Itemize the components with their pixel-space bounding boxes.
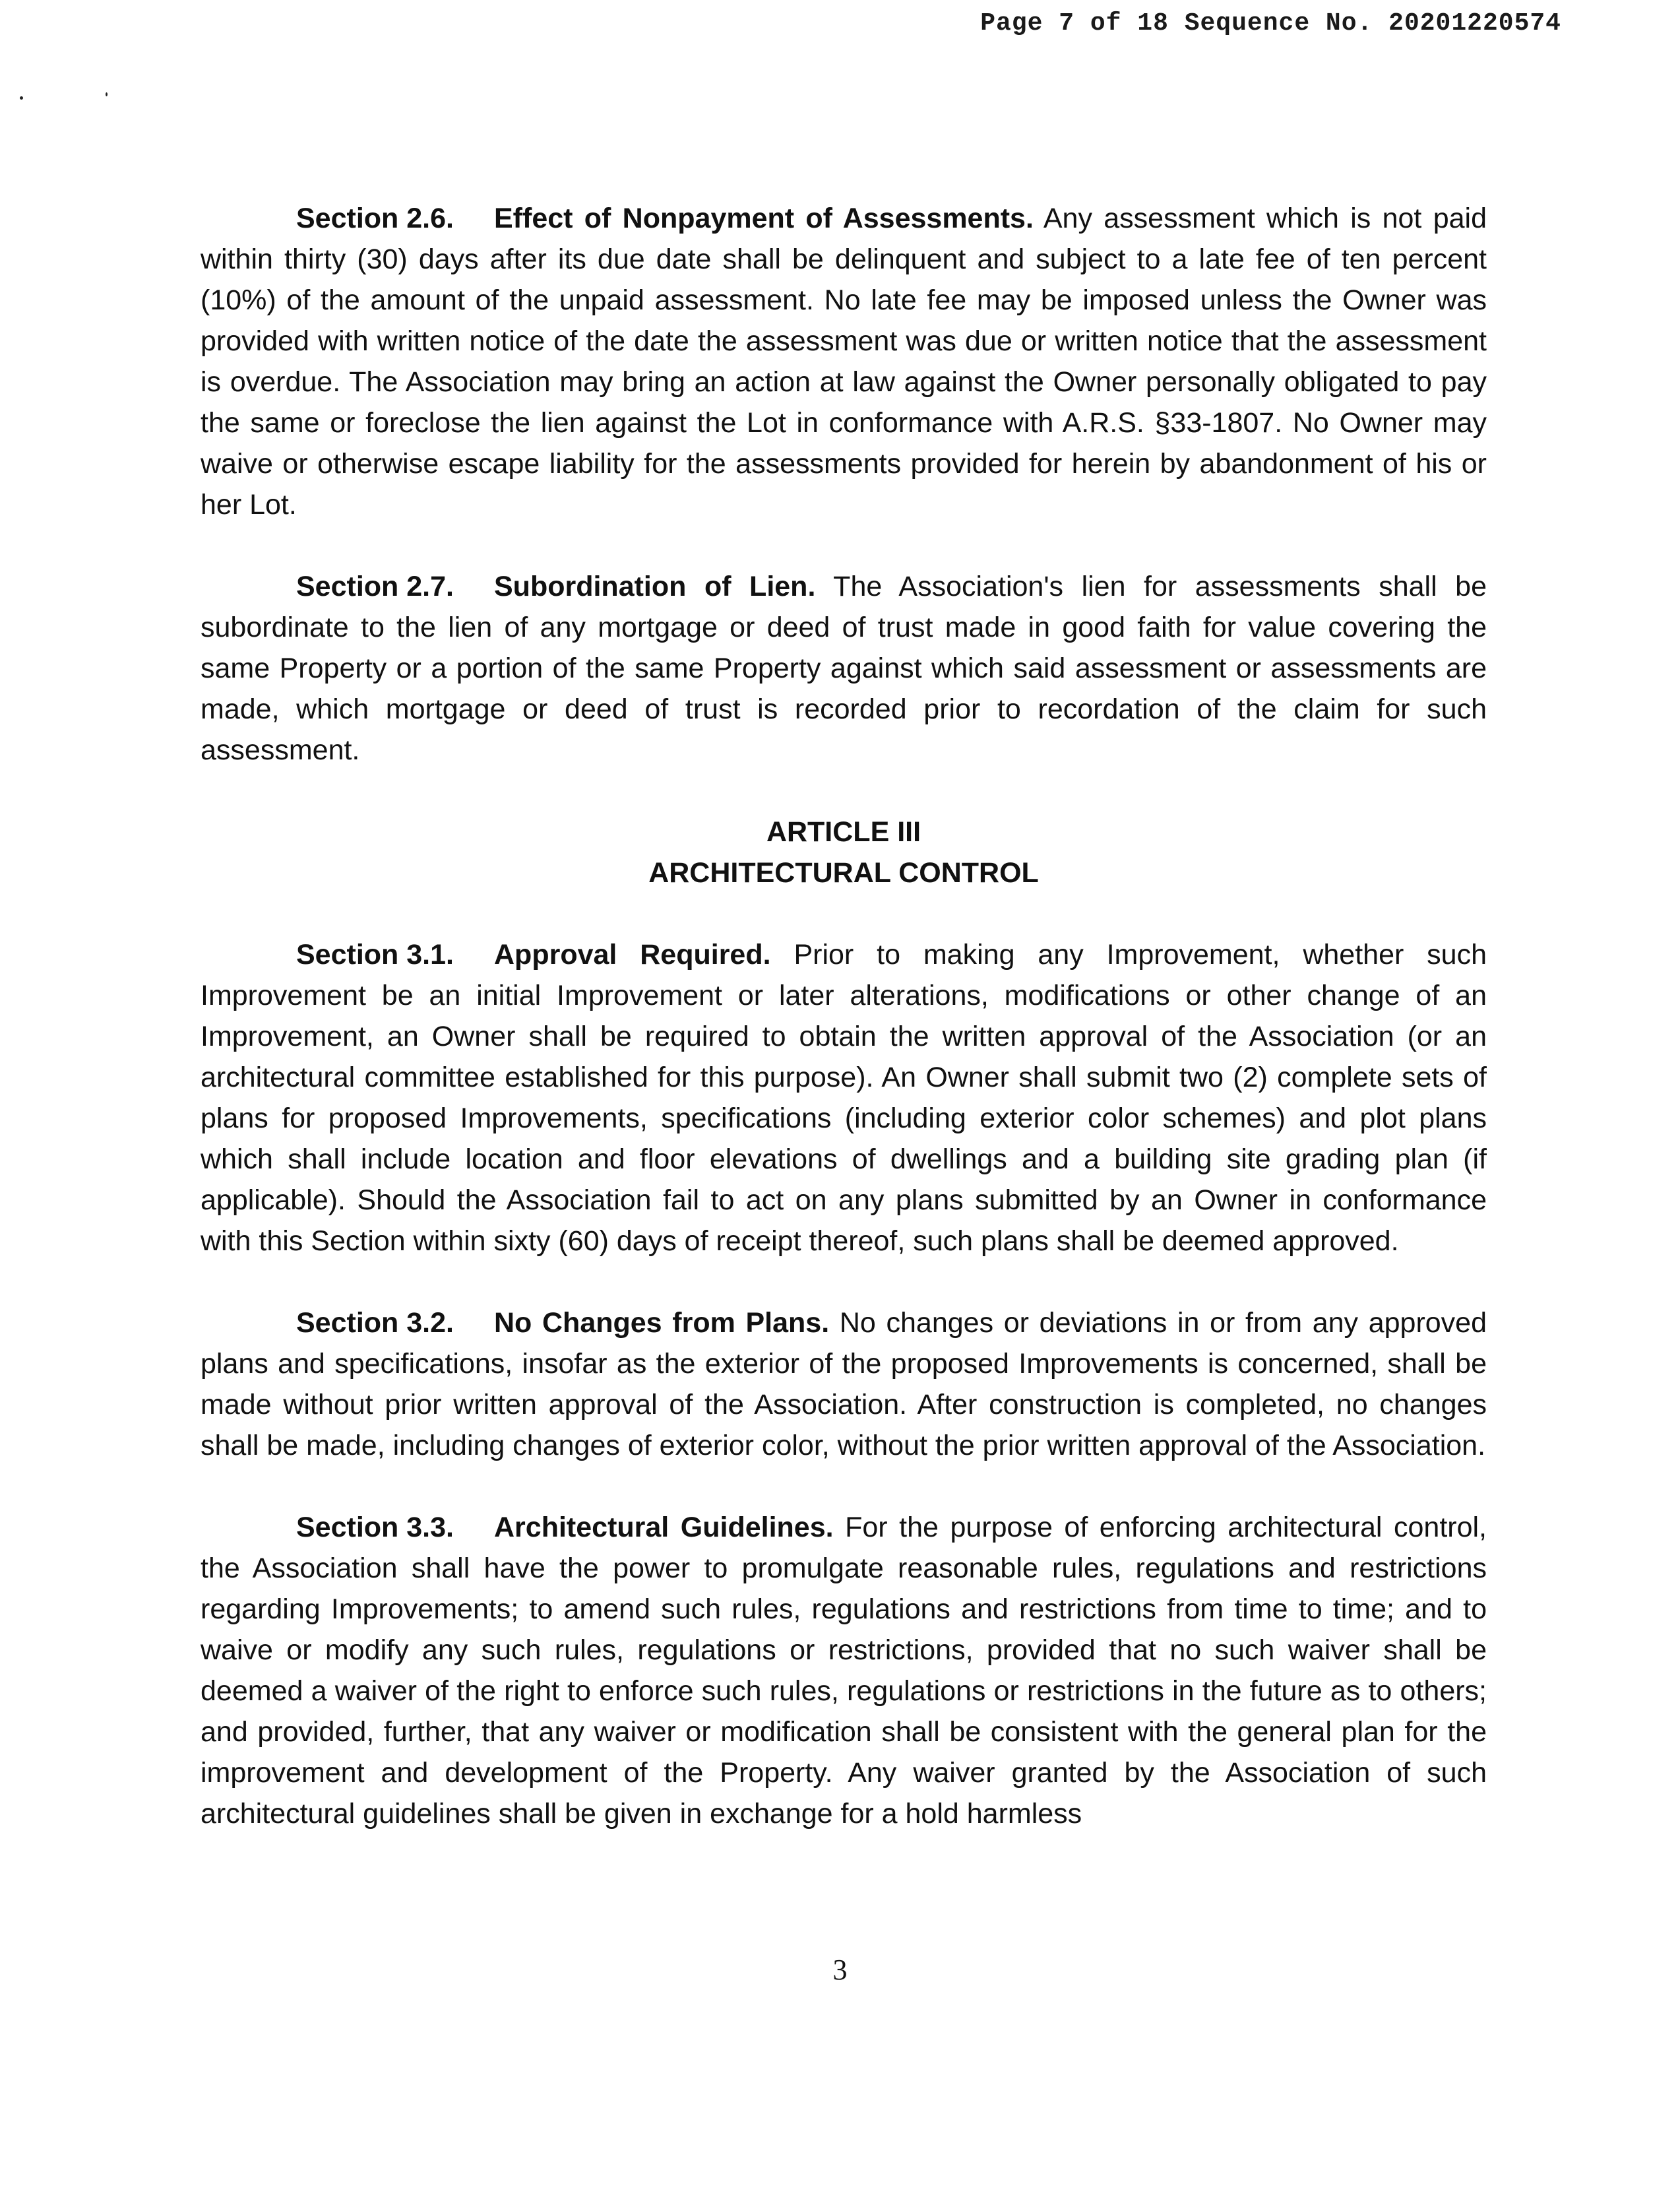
section-body: No changes or deviations in or from any approved plans and specifications, insofar as the exterior of the proposed Improvements is concerned, shall be made without prior written approval of the Association. After construction is completed, no changes shall be made, including changes of exterior color, without the prior written approval of the Association. xyxy=(201,1307,1487,1461)
scan-speck xyxy=(20,96,23,100)
document-body xyxy=(201,198,1487,1875)
article-heading xyxy=(201,812,1487,893)
recording-stamp: Page 7 of 18 Sequence No. 20201220574 xyxy=(980,9,1561,38)
section-title: Effect of Nonpayment of Assessments. xyxy=(494,203,1034,234)
section-number: Section 2.6. xyxy=(296,203,454,234)
scan-speck xyxy=(106,92,108,96)
section-body: For the purpose of enforcing architectural control, the Association shall have the power to promulgate reasonable rules, regulations and restrictions regarding Improvements; to amend such rules, regulations and restrictions from time to time; and to waive or modify any such rules, regulations or restrictions, provided that no such waiver shall be deemed a waiver of the right to enforce such rules, regulations or restrictions in the future as to others; and provided, further, that any waiver or modification shall be consistent with the general plan for the improvement and development of the Property. Any waiver granted by the Association of such architectural guidelines shall be given in exchange for a hold harmless xyxy=(201,1512,1487,1830)
section-2-7 xyxy=(201,566,1487,771)
page-number: 3 xyxy=(832,1954,848,1986)
section-title: Approval Required. xyxy=(494,939,771,971)
section-2-6 xyxy=(201,198,1487,525)
section-title: Subordination of Lien. xyxy=(494,571,816,602)
section-number: Section 3.3. xyxy=(296,1512,454,1543)
section-3-1 xyxy=(201,934,1487,1261)
section-3-2 xyxy=(201,1302,1487,1466)
article-number: ARTICLE III xyxy=(766,816,921,848)
section-number: Section 3.2. xyxy=(296,1307,454,1339)
section-body: Prior to making any Improvement, whether such Improvement be an initial Improvement or later alterations, modifications or other change of an Improvement, an Owner shall be required to obtain the written approval of the Association (or an architectural committee established for this purpose). An Owner shall submit two (2) complete sets of plans for proposed Improvements, specifications (including exterior color schemes) and plot plans which shall include location and floor elevations of dwellings and a building site grading plan (if applicable). Should the Association fail to act on any plans submitted by an Owner in conformance with this Section within sixty (60) days of receipt thereof, such plans shall be deemed approved. xyxy=(201,939,1487,1257)
section-3-3 xyxy=(201,1507,1487,1834)
section-body: Any assessment which is not paid within thirty (30) days after its due date shall be delinquent and subject to a late fee of ten percent (10%) of the amount of the unpaid assessment. No late fee may be imposed unless the Owner was provided with written notice of the date the assessment was due or written notice that the assessment is overdue. The Association may bring an action at law against the Owner personally obligated to pay the same or foreclose the lien against the Lot in conformance with A.R.S. §33-1807. No Owner may waive or otherwise escape liability for the assessments provided for herein by abandonment of his or her Lot. xyxy=(201,203,1487,521)
section-number: Section 2.7. xyxy=(296,571,454,602)
article-title: ARCHITECTURAL CONTROL xyxy=(648,857,1039,889)
section-body: The Association's lien for assessments shall be subordinate to the lien of any mortgage or deed of trust made in good faith for value covering the same Property or a portion of the same Property against which said assessment or assessments are made, which mortgage or deed of trust is recorded prior to recordation of the claim for such assessment. xyxy=(201,571,1487,766)
section-number: Section 3.1. xyxy=(296,939,454,971)
section-title: No Changes from Plans. xyxy=(494,1307,830,1339)
section-title: Architectural Guidelines. xyxy=(494,1512,834,1543)
